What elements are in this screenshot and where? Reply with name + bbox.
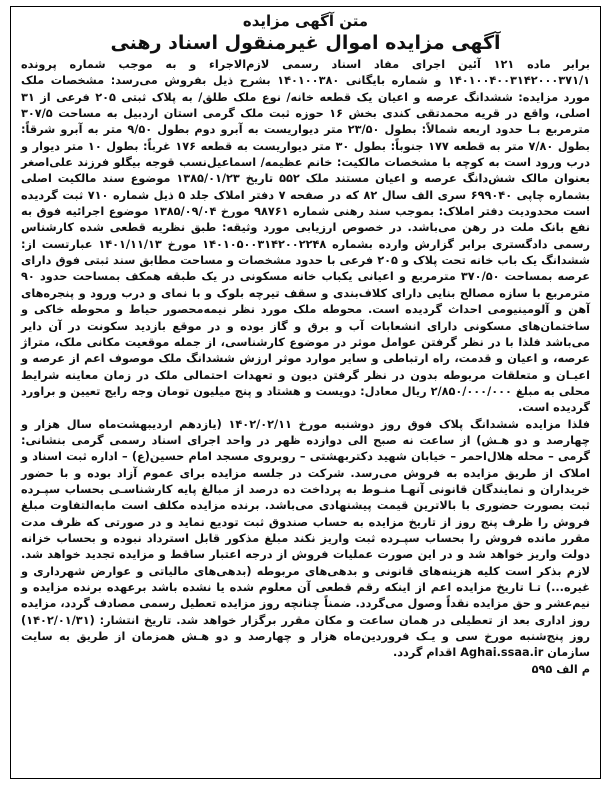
notice-signature: م الف ۵۹۵ [531,662,590,676]
notice-title: متن آگهی مزایده [242,12,369,30]
notice-subtitle: آگهی مزایده اموال غیرمنقول اسناد رهنی [110,32,501,54]
notice-body [21,57,590,678]
notice-paragraph-1: برابر ماده ۱۲۱ آئین اجرای مفاد اسناد رسمی لازم‌الاجراء و به موجب شماره پرونده ۱۴۰۱۰۰۴۰۰۳۱۴۲۰۰۰۳۷۱/۱ و شماره بایگانی ۱۴۰۱۰۰۳۸۰ بشرح ذیل بفروش می‌رسد: مشخصات ملک مورد مزایده: ششدانگ عرصه و اعیان یک قطعه خانه/ نوع ملک طلق/ به پلاک ثبتی ۲۰۵ فرعی از ۳۱ اصلی، واقع در قریه محمدتقی کندی بخش ۱۶ حوزه ثبت ملک گرمی استان اردبیل به مساحت ۳۰۷/۵ مترمربع بـا حدود اربعه شمالاً: بطول ۲۳/۵۰ متر دیواریست به آبرو دوم بطول ۹/۵۰ متر به آبرو شرقاً: بطول ۷/۸۰ متر به قطعه ۱۷۷ جنوباً: بطول ۳۰ متر دیواریست به قطعه ۱۷۶ غرباً: بطول ۱۰ متر دیوار و درب ورود است به کوچه با مشخصات مالکیت: خانم عظیمه/ اسماعیل‌نسب قوجه بیگلو فرزند علی‌اصغر بعنوان مالک شش‌دانگ عرصه و اعیان مستند ملک ۵۵۲ تاریخ ۱۳۸۵/۰۱/۲۳ موضوع سند مالکیت اصلی بشماره چاپی ۶۹۹۰۴۰ سری الف سال ۸۲ که در صفحه ۷ دفتر املاک جلد ۵ ذیل شماره ۷۱۰ ثبت گردیده است محدودیت دفتر املاک: بموجب سند رهنی شماره ۹۸۷۶۱ مورخ ۱۳۸۵/۰۹/۰۴ موضوع اجرائیه فوق به نفع بانک ملت در رهن می‌باشد. در خصوص ارزیابی مورد وثیقه: طبق نظریه قطعی شده کارشناس رسمی دادگستری برابر گزارش وارده بشماره ۱۴۰۱۰۵۰۰۳۱۴۲۰۰۲۲۴۸ مورخ ۱۴۰۱/۱۱/۱۳ عبارتست از: ششدانگ یک باب خانه تحت پلاک و ۲۰۵ فرعی با حدود مشخصات و مساحت مطابق سند ثبتی فوق دارای عرصه بمساحت ۳۷۰/۵۰ مترمربع و اعیانی یکباب خانه مسکونی در یک طبقه همکف بمساحت حدود ۹۰ مترمربع با سازه مصالح بنایی دارای کلاف‌بندی و سقف تیرچه بلوک و با نمای و درب ورود و پنجره‌های آهن و آلومینیومی احداث گردیده است. محوطه ملک مورد نظر نیمه‌محصور حیاط و محوطه خاکی و ساختمان‌های مسکونی دارای انشعابات آب و برق و گاز بوده و در موقع بازدید سکونت در آن دایر می‌باشد فلذا با در نظر گرفتن عوامل موثر در موضوع کارشناسی، از جمله موقعیت مکانی ملک، متراژ عرصه، و اعیان و قدمت، راه ارتباطی و سایر موارد موثر ارزش ششدانگ ملک موصوف اعم از عرصه و اعیـان و متعلقات مربوطه بدون در نظر گرفتن دیون و تعهدات احتمالی ملک در زمان معاینه شرایط محلی به مبلغ ۲/۸۵۰/۰۰۰/۰۰۰ ریال معادل: دویست و هشتاد و پنج میلیون تومان وجه رایج تعیین و براورد گردیده است. [21,58,591,415]
notice-paragraph-2: فلذا مزایده ششدانگ پلاک فوق روز دوشنبه مورخ ۱۴۰۲/۰۲/۱۱ (یازدهم اردیبهشت‌ماه سال هزار و چهارصد و دو هـش) از ساعت نه صبح الی دوازده ظهر در واحد اجرای اسناد رسمی گرمی بنشانی: گرمی – محله هلال‌احمر – خیابان شهید دکتربهشتی – روبروی مسجد امام حسین(ع) – اداره ثبت اسناد و املاک از طریق مزایده به فروش می‌رسد. شرکت در جلسه مزایده برای عموم آزاد بوده و با حضور خریداران و نمایندگان قانونی آنهـا منـوط به پرداخت ده درصد از مبالغ پایه کارشناسـی بحساب سپـرده ثبت بصورت حضوری با بالاترین قیمت پیشنهادی می‌باشد. برنده مزایده مکلف است مابه‌التفاوت مبلغ فروش را ظرف پنج روز از تاریخ مزایده به حساب صندوق ثبت تودیع نماید و در صورتی که ظرف مدت مقرر مانده فروش را بحساب سپـرده ثبت واریز نکند مبلغ مذکور قابل استرداد نبوده و بحساب خزانه دولت واریز خواهد شد و در این صورت عملیات فروش از درجه اعتبار ساقط و مزایده تجدید خواهد شد. لازم بذکر است کلیه هزینه‌های قانونی و بدهی‌های مربوطه (بدهی‌های مالیاتی و عوارض شهرداری و غیره...) تـا تاریخ مزایده اعم از اینکه رقم قطعی آن معلوم شده یا نشده باشد برعهده برنده مزایده و نیم‌عشر و حق مزایده نقداً وصول می‌گردد. ضمناً چنانچه روز مزایده تعطیل رسمی مصادف گردد، مزایده روز اداری بعد از تعطیلی در همان ساعت و مکان مقرر برگزار خواهد شد. تاریخ انتشار: (۱۴۰۲/۰۱/۳۱) روز پنج‌شنبه مورخ سی و یـک فروردین‌ماه هزار و چهارصد و دو هـش همزمان از طریق به سایت سازمان Aghai.ssaa.ir اقدام گردد. [21,417,590,660]
notice-frame [10,6,601,779]
